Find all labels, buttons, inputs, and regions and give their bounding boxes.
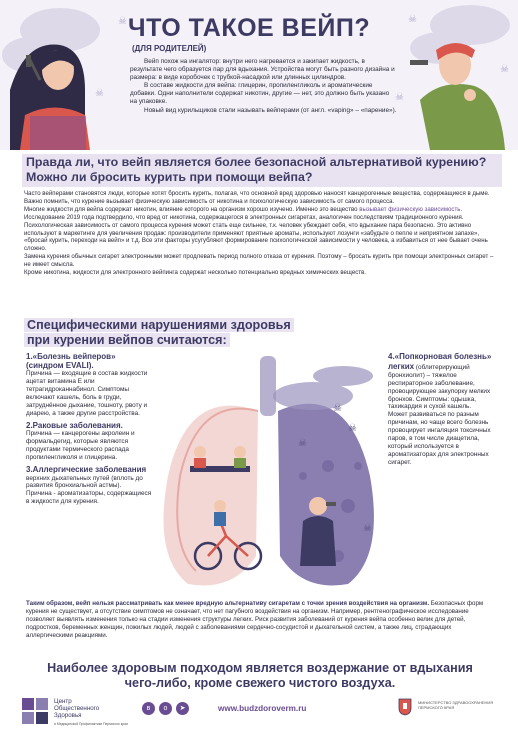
telegram-icon[interactable]: ➤ [176, 702, 189, 715]
final-message: Наиболее здоровым подходом является воздержание от вдыхания чего-либо, кроме свежего чистого воздуха. [47, 661, 473, 690]
page-title: ЧТО ТАКОЕ ВЕЙП? [128, 14, 371, 42]
disease-title-block [388, 352, 496, 411]
disease-text: Может развиваться по разным причинам, но чаще всего болезнь провоцирует ингаляция токсичных паров, в том числе диацетила, который используется в ароматизаторах для электронных сигарет. [388, 411, 491, 466]
diseases-right-column [388, 352, 496, 470]
lungs-illustration [148, 356, 388, 592]
center-subtext: и Медицинской Профилактики Пермского края [54, 722, 128, 726]
text-span: . Исследование 2019 года подтвердило, что вред от никотина, содержащегося в электронных сигаретах, аналогичен последствиям традиционного курения. [24, 205, 464, 221]
center-name-line: Общественного [54, 705, 100, 712]
disease-title-tail: верхних дыхательных путей (вплоть до развития бронхиальной астмы). [26, 474, 143, 490]
disease-text: Причина - ароматизаторы, содержащиеся в жидкости для курения. [26, 490, 152, 506]
disease-title: 2.Раковые заболевания. [26, 420, 123, 430]
svg-text:☠: ☠ [348, 423, 357, 434]
disease-title: 4.«Попкорновая болезнь» легких [388, 352, 492, 371]
center-name-line: Здоровья [54, 712, 82, 719]
social-icons [142, 702, 189, 715]
crest-icon [398, 698, 412, 716]
intro-paragraph: Вейп похож на ингалятор: внутри него нагревается и закипает жидкость, в результате чего образуется пар для вдыхания. Устройства могут быть разного дизайна и размера: в виде коробочек с трубкой-насадкой или длинных цилиндров. [130, 58, 395, 82]
svg-text:☠: ☠ [298, 438, 307, 449]
vk-icon[interactable]: в [142, 702, 155, 715]
section1-body [24, 190, 500, 277]
disease-text: Причина — канцерогены акролеин и формальдегид, которые являются продуктами термического распада пропиленгликоля и глицерина. [26, 430, 135, 461]
paragraph: Замена курения обычных сигарет электронными может продлевать период полного отказа от курения. Поэтому – бросать курить при помощи электронных сигарет – не имеет смысла. [24, 253, 494, 269]
conclusion-text [26, 600, 498, 640]
svg-text:☠: ☠ [408, 14, 417, 25]
paragraph: Психологическая зависимость от самого процесса курения может стать еще сильнее, т.к. человек убеждает себя, что вдыхание пара безопасно. Это активно используют в маркетинге для увеличения продаж: производители применяют приятные ароматы, используют лозунги «забудьте о пепле и неприятном запахе», «бросай курить, переходи на вейп» и т.д. Все эти факторы усугубляют формирование психологической зависимости у человека, а избавиться от нее бывает очень сложно. [24, 221, 488, 253]
disease-title-block [26, 465, 154, 491]
intro-paragraph: В составе жидкости для вейпа: глицерин, пропиленгликоль и ароматические добавки. Одни наполнители содержат никотин, другие — нет, это должно быть указано на упаковке. [130, 82, 390, 106]
paragraph: Кроме никотина, жидкости для электронного вейпинга содержат несколько потенциально вредных химических веществ. [24, 269, 367, 277]
svg-text:☠: ☠ [95, 88, 104, 99]
highlight-text: вызывает физическую зависимость [359, 205, 461, 213]
footer [0, 692, 518, 733]
website-link[interactable]: www.budzdoroverm.ru [218, 704, 307, 713]
ok-icon[interactable]: о [159, 702, 172, 715]
diseases-left-column [26, 352, 154, 509]
paragraph [24, 206, 500, 222]
svg-text:☠: ☠ [333, 403, 342, 414]
disease-title: 1.«Болезнь вейперов» (синдром EVALI). [26, 352, 116, 371]
intro-paragraph: Новый вид курильщиков стали называть вейперами (от англ. «vaping» – «парение»). [144, 106, 397, 114]
conclusion-body: Безопасных форм курения не существует, а отсутствие симптомов не означает, что нет пагубного воздействия на организм. Например, рентгенографическое исследование позволяет выявлять изменения только на стадии изменения структуры легких. Риск развития заболеваний от курения вейпа особенно велик для детей, подростков, беременных женщин, пожилых людей, людей с заболеваниями сердечно-сосудистой и дыхательной систем, а также лиц, страдающих аллергическими реакциями. [26, 600, 484, 639]
svg-text:☠: ☠ [395, 92, 404, 103]
paragraph: Часто вейперами становятся люди, которые хотят бросить курить, полагая, что основной вред здоровью наносят канцерогенные вещества, содержащиеся в дыме. [24, 190, 490, 197]
disease-title-tail: (облитерирующий бронхиолит) – тяжелое респираторное заболевание, провоцирующее закупорку мелких бронхов. Симптомы: одышка, тахикардия и сухой кашель. [388, 363, 491, 411]
intro-text [130, 58, 398, 115]
svg-text:☠: ☠ [500, 64, 509, 75]
section2-heading [24, 318, 324, 348]
disease-title: 3.Аллергические заболевания [26, 464, 147, 474]
page-subtitle: (ДЛЯ РОДИТЕЛЕЙ) [132, 44, 207, 53]
center-name [54, 698, 99, 719]
svg-text:☠: ☠ [118, 16, 127, 27]
center-name-line: Центр [54, 698, 72, 705]
heading-line: при курении вейпов считаются: [24, 333, 230, 347]
paragraph: Важно помнить, что курение вызывает физическую зависимость от никотина и психологическую зависимость от самого процесса. [24, 197, 395, 205]
center-logo-icon [22, 698, 50, 726]
disease-text: Причина — входящие в состав жидкости ацетат витамина Е или тетрагидроканнабинол. Симптомы включают кашель, боль в груди, затруднённое дыхание, тошноту, рвоту и диарею, а также другие расстройства. [26, 370, 148, 417]
svg-text:☠: ☠ [363, 523, 372, 534]
text-span: Многие жидкости для вейпа содержат никотин, влияние которого на организм хорошо изучено. Именно это вещество [24, 205, 360, 213]
heading-line: Специфическими нарушениями здоровья [24, 318, 294, 332]
section1-heading: Правда ли, что вейп является более безопасной альтернативой курению? Можно ли бросить курить при помощи вейпа? [22, 154, 502, 187]
ministry-name: МИНИСТЕРСТВО ЗДРАВООХРАНЕНИЯ ПЕРМСКОГО КРАЯ [418, 700, 494, 710]
conclusion-bold: Таким образом, вейп нельзя рассматривать как менее вредную альтернативу сигаретам с точки зрения воздействия на организм. [26, 600, 430, 607]
header [0, 0, 518, 150]
